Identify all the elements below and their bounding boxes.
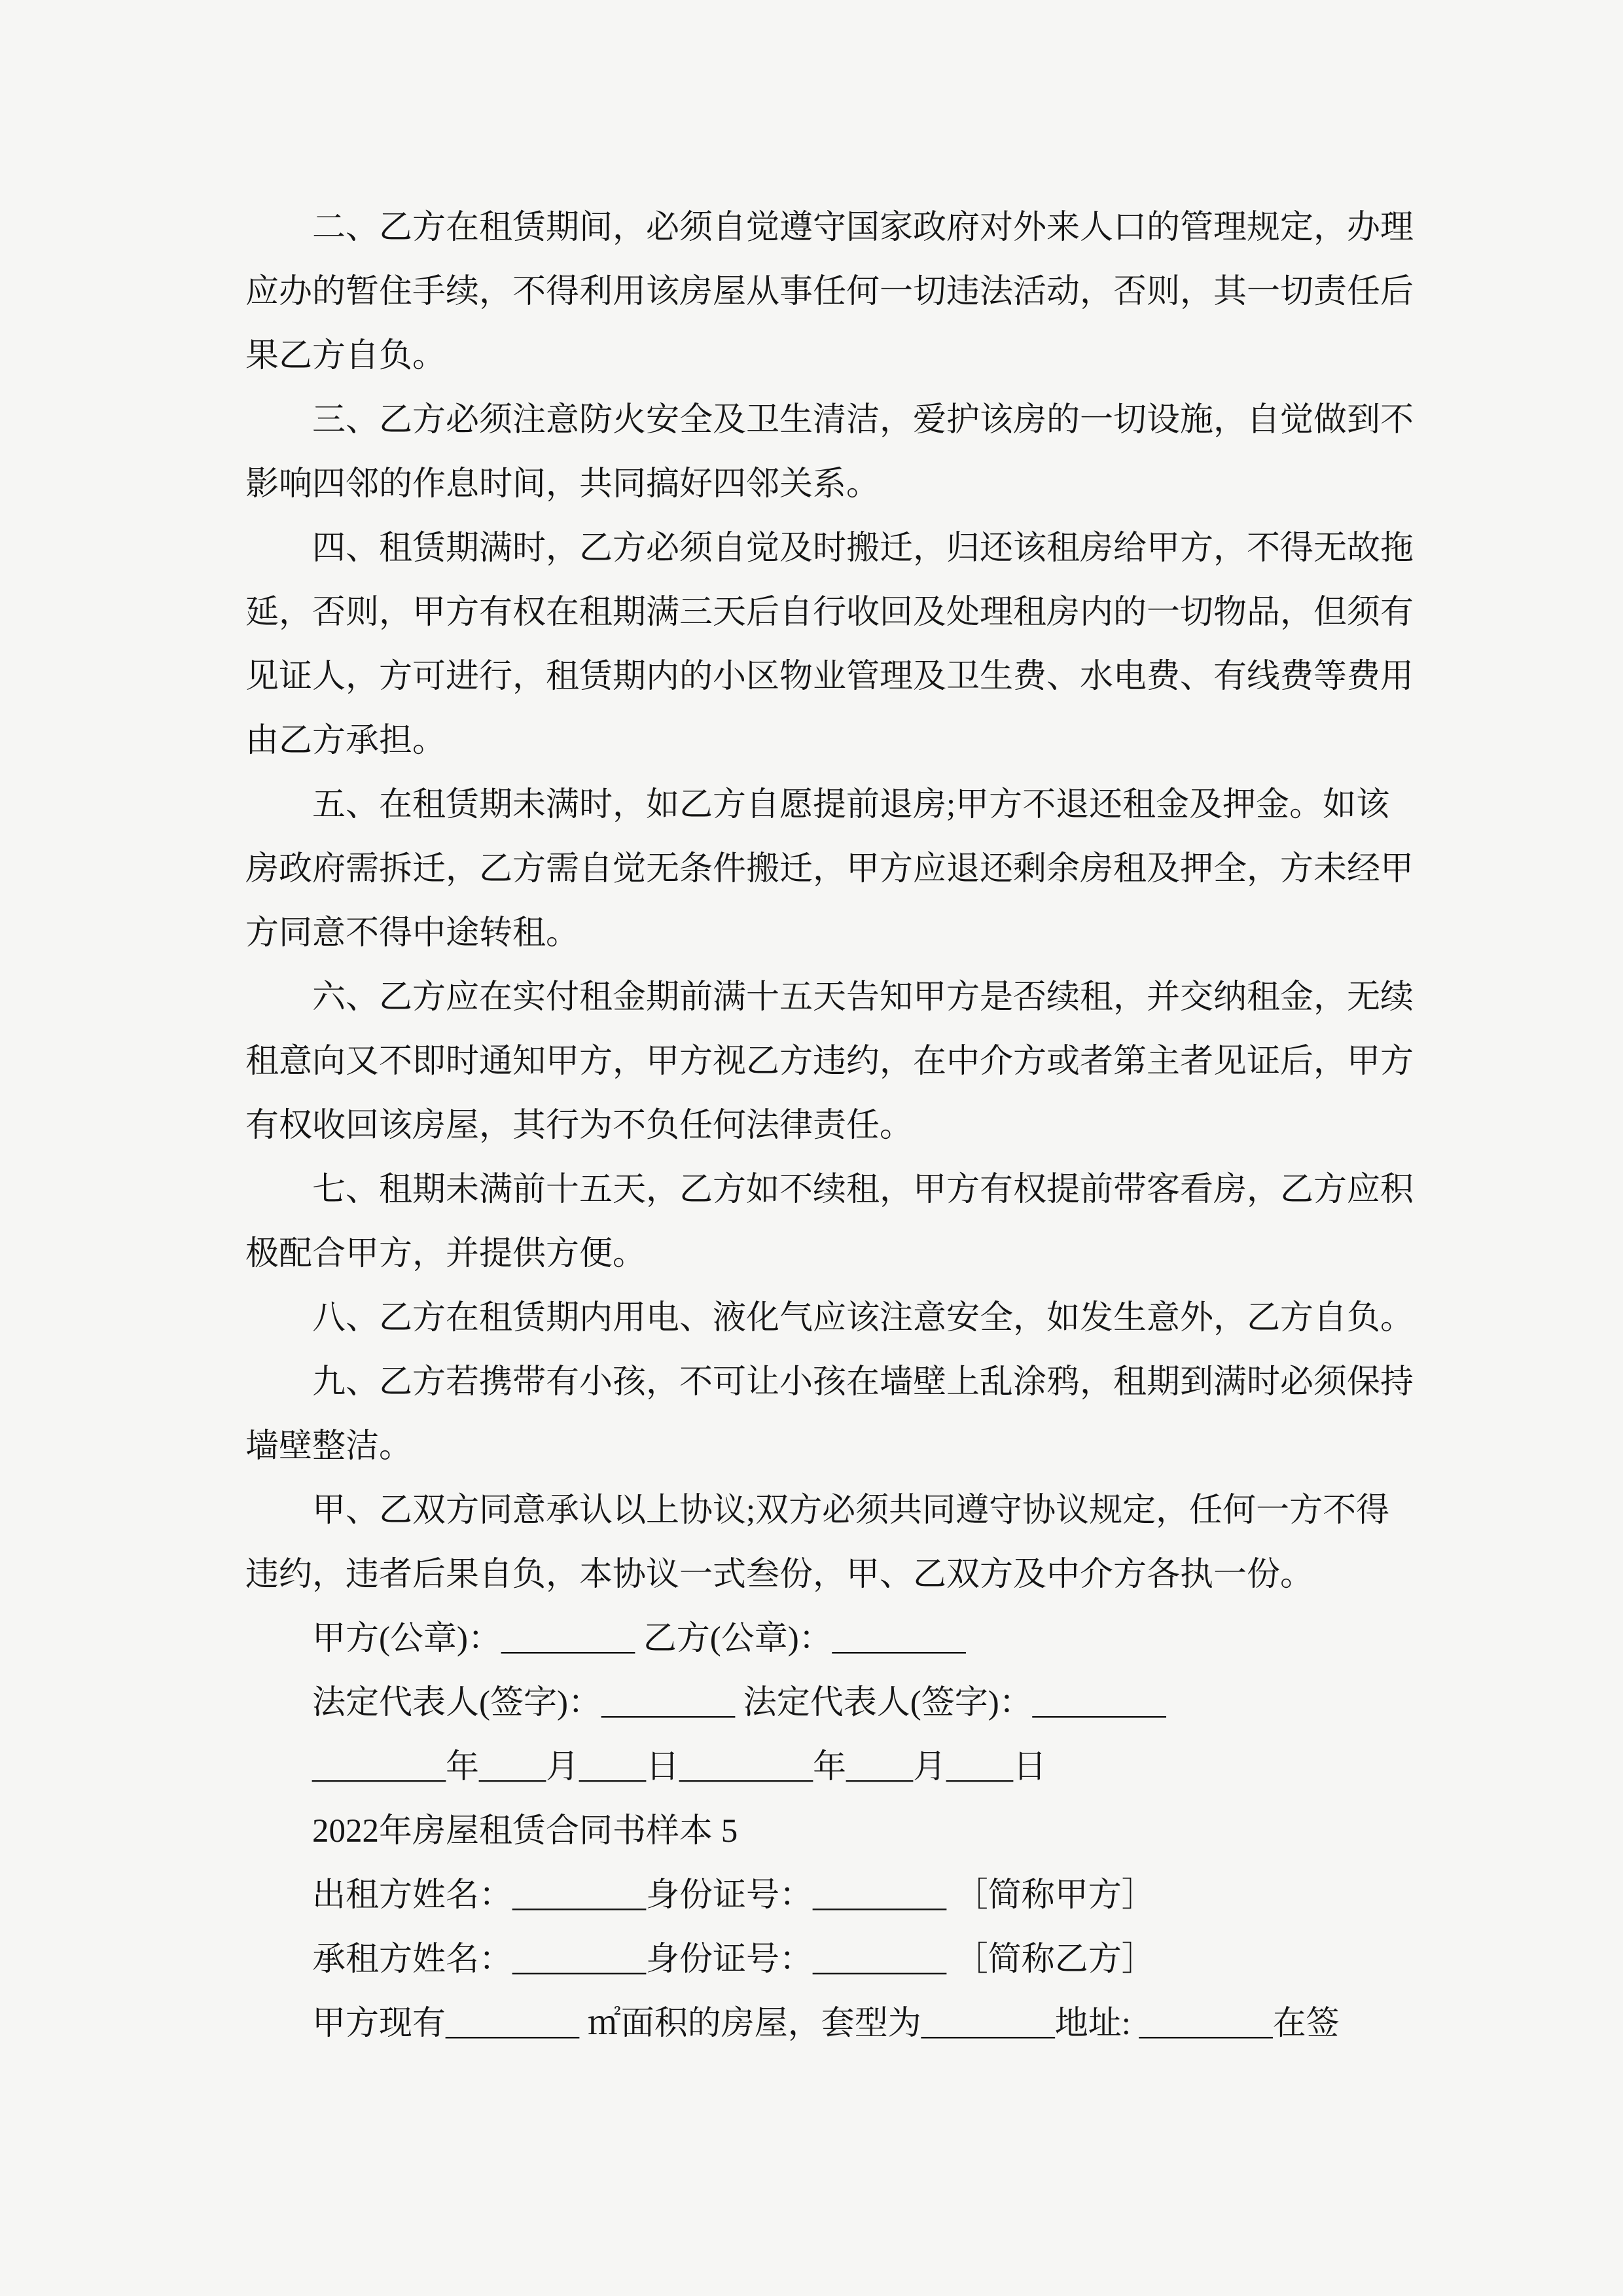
contract-body [245, 196, 1414, 2056]
clause-7-line: 极配合甲方，并提供方便。 [245, 1236, 647, 1272]
clause-4-line: 四、租赁期满时，乙方必须自觉及时搬迁，归还该租房给甲方，不得无故拖 [312, 530, 1414, 567]
lessee-name-line: 承租方姓名：________身份证号：________ ［简称乙方］ [312, 1941, 1155, 1978]
clause-6-line: 租意向又不即时通知甲方，甲方视乙方违约，在中介方或者第主者见证后，甲方 [245, 1043, 1414, 1080]
clause-8-line: 八、乙方在租赁期内用电、液化气应该注意安全，如发生意外，乙方自负。 [312, 1300, 1414, 1336]
date-line: ________年____月____日________年____月____日 [312, 1749, 1047, 1785]
clause-5-line: 五、在租赁期未满时，如乙方自愿提前退房;甲方不退还租金及押金。如该 [312, 787, 1390, 823]
clause-2-line: 二、乙方在租赁期间，必须自觉遵守国家政府对外来人口的管理规定，办理 [312, 209, 1414, 246]
clause-6-line: 有权收回该房屋，其行为不负任何法律责任。 [245, 1107, 914, 1144]
clause-4-line: 见证人，方可进行，租赁期内的小区物业管理及卫生费、水电费、有线费等费用 [245, 658, 1414, 695]
clause-3-line: 影响四邻的作息时间，共同搞好四邻关系。 [245, 466, 880, 503]
property-info-line: 甲方现有________ ㎡面积的房屋，套型为________地址: ________在签 [312, 2005, 1340, 2042]
lessor-name-line: 出租方姓名：________身份证号：________ ［简称甲方］ [312, 1877, 1155, 1914]
representative-signature-line: 法定代表人(签字)：________ 法定代表人(签字)：________ [312, 1685, 1166, 1721]
clause-3-line: 三、乙方必须注意防火安全及卫生清洁，爱护该房的一切设施，自觉做到不 [312, 402, 1414, 439]
clause-2-line: 应办的暂住手续，不得利用该房屋从事任何一切违法活动，否则，其一切责任后 [245, 274, 1414, 310]
clause-5-line: 方同意不得中途转租。 [245, 915, 580, 952]
agreement-line: 违约，违者后果自负，本协议一式叁份，甲、乙双方及中介方各执一份。 [245, 1556, 1314, 1593]
section-heading: 2022年房屋租赁合同书样本 5 [312, 1813, 738, 1850]
clause-6-line: 六、乙方应在实付租金期前满十五天告知甲方是否续租，并交纳租金，无续 [312, 979, 1414, 1016]
clause-4-line: 由乙方承担。 [245, 723, 446, 759]
clause-5-line: 房政府需拆迁，乙方需自觉无条件搬迁，甲方应退还剩余房租及押全，方未经甲 [245, 851, 1414, 888]
clause-2-line: 果乙方自负。 [245, 338, 446, 374]
clause-7-line: 七、租期未满前十五天，乙方如不续租，甲方有权提前带客看房，乙方应积 [312, 1172, 1414, 1208]
seal-signature-line: 甲方(公章)：________ 乙方(公章)：________ [312, 1621, 966, 1657]
agreement-line: 甲、乙双方同意承认以上协议;双方必须共同遵守协议规定，任何一方不得 [312, 1492, 1390, 1529]
clause-4-line: 延，否则，甲方有权在租期满三天后自行收回及处理租房内的一切物品，但须有 [245, 594, 1414, 631]
clause-9-line: 墙壁整洁。 [245, 1428, 413, 1465]
clause-9-line: 九、乙方若携带有小孩，不可让小孩在墙壁上乱涂鸦，租期到满时必须保持 [312, 1364, 1414, 1401]
